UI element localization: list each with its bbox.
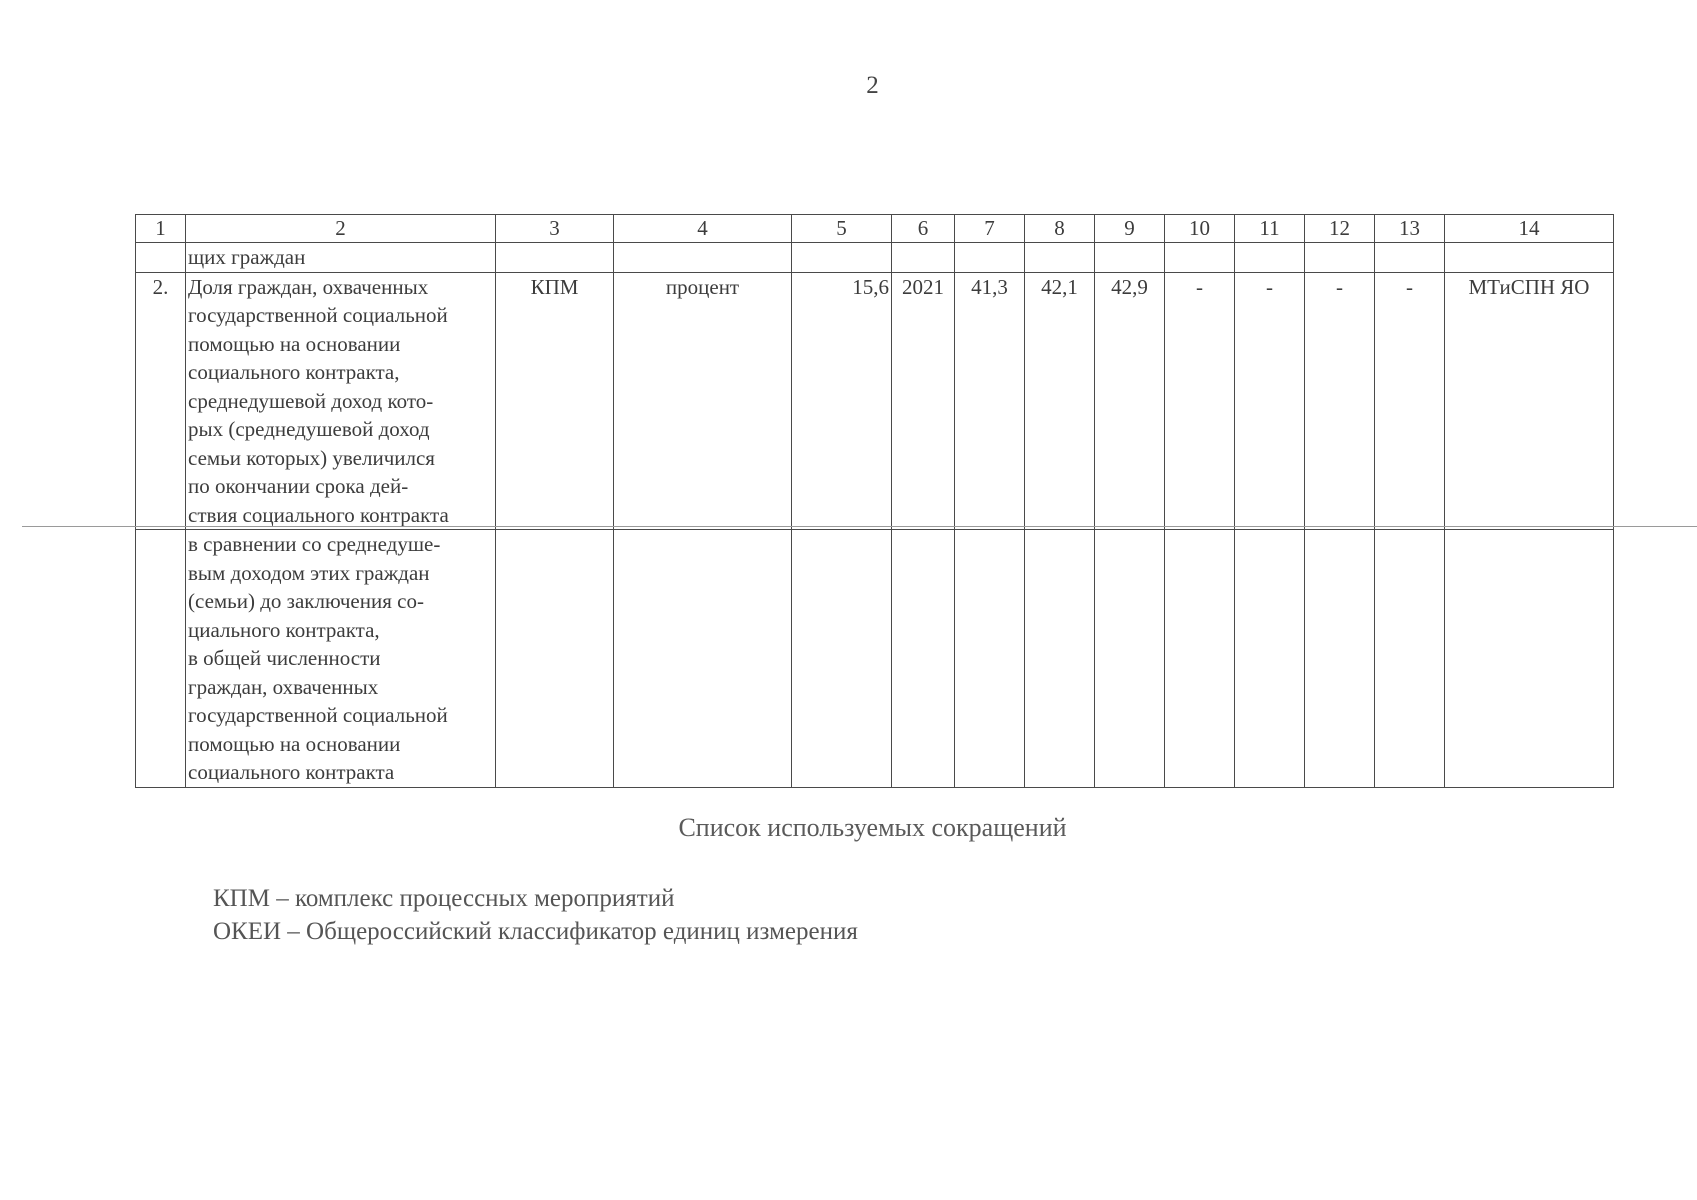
value-col12: - — [1305, 272, 1375, 530]
column-header: 12 — [1305, 215, 1375, 243]
column-header: 6 — [892, 215, 955, 243]
base-year: 2021 — [892, 272, 955, 530]
unit-of-measure: процент — [614, 272, 792, 530]
value-col7: 41,3 — [955, 272, 1025, 530]
value-col8: 42,1 — [1025, 272, 1095, 530]
column-header: 9 — [1095, 215, 1165, 243]
indicators-table — [135, 214, 1614, 788]
indicator-name-part2: в сравнении со среднедуше- вым доходом этих граждан (семьи) до заключения со- циального контракта, в общей численности граждан, охваченных государственной социальной помощью на основании социального контракта — [186, 530, 496, 788]
abbreviation-item: КПМ – комплекс процессных мероприятий — [213, 885, 675, 912]
column-header: 7 — [955, 215, 1025, 243]
abbreviation-item: ОКЕИ – Общероссийский классификатор единиц измерения — [213, 918, 858, 945]
column-header: 8 — [1025, 215, 1095, 243]
column-header: 2 — [186, 215, 496, 243]
indicator-name-continued: щих граждан — [186, 243, 496, 273]
column-header: 13 — [1375, 215, 1445, 243]
row-number: 2. — [136, 272, 186, 530]
column-header: 11 — [1235, 215, 1305, 243]
value-col9: 42,9 — [1095, 272, 1165, 530]
abbreviations-title: Список используемых сокращений — [678, 813, 1067, 842]
indicator-name-part1: Доля граждан, охваченных государственной социальной помощью на основании социального контракта, среднедушевой доход кото- рых (среднедушевой доход семьи которых) увеличился по окончании срока дей- ствия социального контракта — [186, 272, 496, 530]
scan-fold-line — [22, 526, 1697, 527]
column-header: 3 — [496, 215, 614, 243]
table-row — [136, 272, 1614, 530]
indicator-type: КПМ — [496, 272, 614, 530]
column-header: 10 — [1165, 215, 1235, 243]
responsible-body: МТиСПН ЯО — [1445, 272, 1614, 530]
column-header: 1 — [136, 215, 186, 243]
column-header: 4 — [614, 215, 792, 243]
abbreviations-list — [213, 882, 858, 948]
table-row-continuation — [136, 530, 1614, 788]
column-header: 5 — [792, 215, 892, 243]
value-col11: - — [1235, 272, 1305, 530]
value-col10: - — [1165, 272, 1235, 530]
table-header-row — [136, 215, 1614, 243]
column-header: 14 — [1445, 215, 1614, 243]
value-col13: - — [1375, 272, 1445, 530]
page-number: 2 — [866, 72, 879, 99]
base-value: 15,6 — [792, 272, 892, 530]
table-row-continued — [136, 243, 1614, 273]
